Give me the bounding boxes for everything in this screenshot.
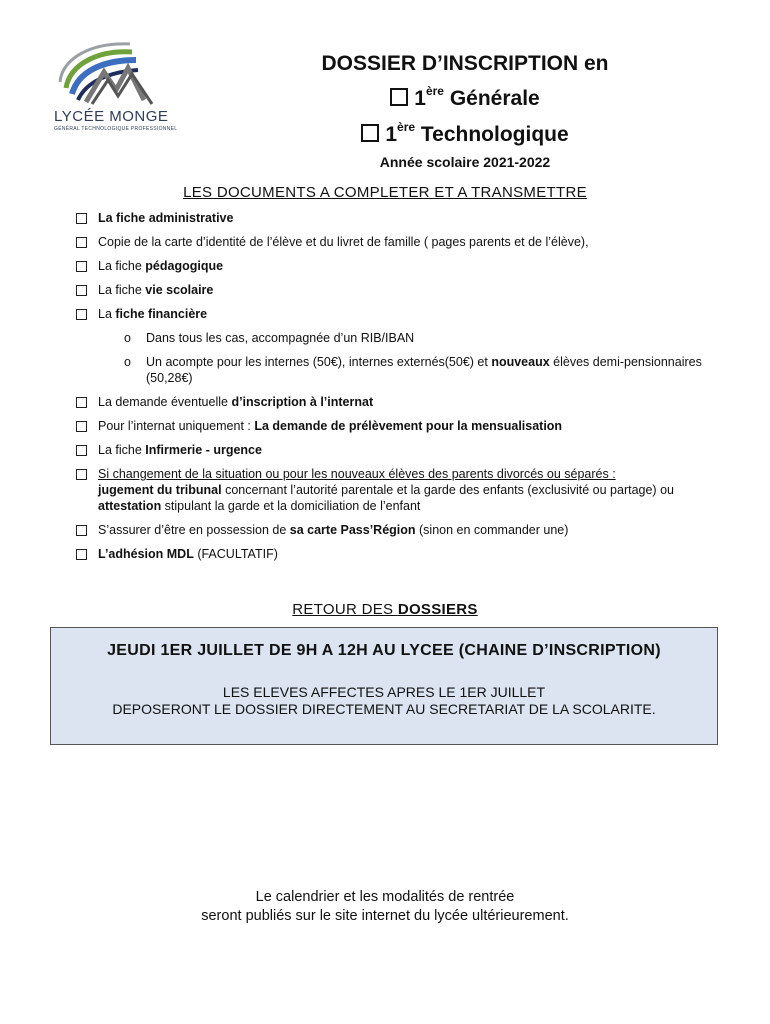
retour-heading: RETOUR DES DOSSIERS xyxy=(292,601,478,618)
list-item: La fiche vie scolaire xyxy=(76,282,736,298)
option-technologique: 1ère Technologique xyxy=(300,114,630,150)
list-item: La demande éventuelle d’inscription à l’internat xyxy=(76,394,736,410)
list-item: La fiche administrative xyxy=(76,210,736,226)
logo-subtitle: GÉNÉRAL TECHNOLOGIQUE PROFESSIONNEL xyxy=(54,126,178,132)
checkbox-icon[interactable] xyxy=(361,124,379,142)
circle-bullet-icon: o xyxy=(124,331,131,345)
title-line: DOSSIER D’INSCRIPTION en xyxy=(321,52,609,75)
list-item: Copie de la carte d’identité de l’élève et du livret de famille ( pages parents et de l’élève), xyxy=(76,234,736,250)
checkbox-icon[interactable] xyxy=(76,309,87,320)
list-item: S’assurer d’être en possession de sa carte Pass’Région (sinon en commander une) xyxy=(76,522,736,538)
list-item: La fiche pédagogique xyxy=(76,258,736,274)
checkbox-icon[interactable] xyxy=(76,445,87,456)
school-year: Année scolaire 2021-2022 xyxy=(379,154,551,170)
documents-list xyxy=(76,210,736,570)
option-generale: 1ère Générale xyxy=(300,78,630,114)
logo xyxy=(52,38,178,138)
logo-name: LYCÉE MONGE xyxy=(54,108,169,125)
checkbox-icon[interactable] xyxy=(76,285,87,296)
sub-list-item: o Un acompte pour les internes (50€), internes externés(50€) et nouveaux élèves demi-pensionnaires (50,28€) xyxy=(124,355,702,385)
documents-heading: LES DOCUMENTS A COMPLETER ET A TRANSMETTRE xyxy=(183,184,587,201)
checkbox-icon[interactable] xyxy=(76,469,87,480)
checkbox-icon[interactable] xyxy=(76,525,87,536)
footer-note: Le calendrier et les modalités de rentrée seront publiés sur le site internet du lycée ultérieurement. xyxy=(201,889,569,924)
lycee-monge-logo-icon xyxy=(52,38,162,106)
checkbox-icon[interactable] xyxy=(390,88,408,106)
checkbox-icon[interactable] xyxy=(76,213,87,224)
list-item: Pour l’internat uniquement : La demande de prélèvement pour la mensualisation xyxy=(76,418,736,434)
late-students-text: LES ELEVES AFFECTES APRES LE 1ER JUILLET DEPOSERONT LE DOSSIER DIRECTEMENT AU SECRETARIAT DE LA SCOLARITE. xyxy=(112,684,656,717)
circle-bullet-icon: o xyxy=(124,355,131,369)
page-title xyxy=(300,50,630,174)
list-item: La fiche financière xyxy=(76,306,736,322)
list-item: Si changement de la situation ou pour les nouveaux élèves des parents divorcés ou séparés : jugement du tribunal concernant l’autorité parentale et la garde des enfants (exclusivité ou partage) ou attestation stipulant la garde et la domiciliation de l’enfant xyxy=(76,466,736,514)
retour-info-box xyxy=(50,627,718,745)
deadline-text: JEUDI 1ER JUILLET DE 9H A 12H AU LYCEE (CHAINE D’INSCRIPTION) xyxy=(107,642,661,659)
list-item: L’adhésion MDL (FACULTATIF) xyxy=(76,546,736,562)
sub-list-item: o Dans tous les cas, accompagnée d’un RIB/IBAN xyxy=(124,331,415,345)
checkbox-icon[interactable] xyxy=(76,261,87,272)
checkbox-icon[interactable] xyxy=(76,397,87,408)
checkbox-icon[interactable] xyxy=(76,237,87,248)
checkbox-icon[interactable] xyxy=(76,421,87,432)
checkbox-icon[interactable] xyxy=(76,549,87,560)
list-item: La fiche Infirmerie - urgence xyxy=(76,442,736,458)
